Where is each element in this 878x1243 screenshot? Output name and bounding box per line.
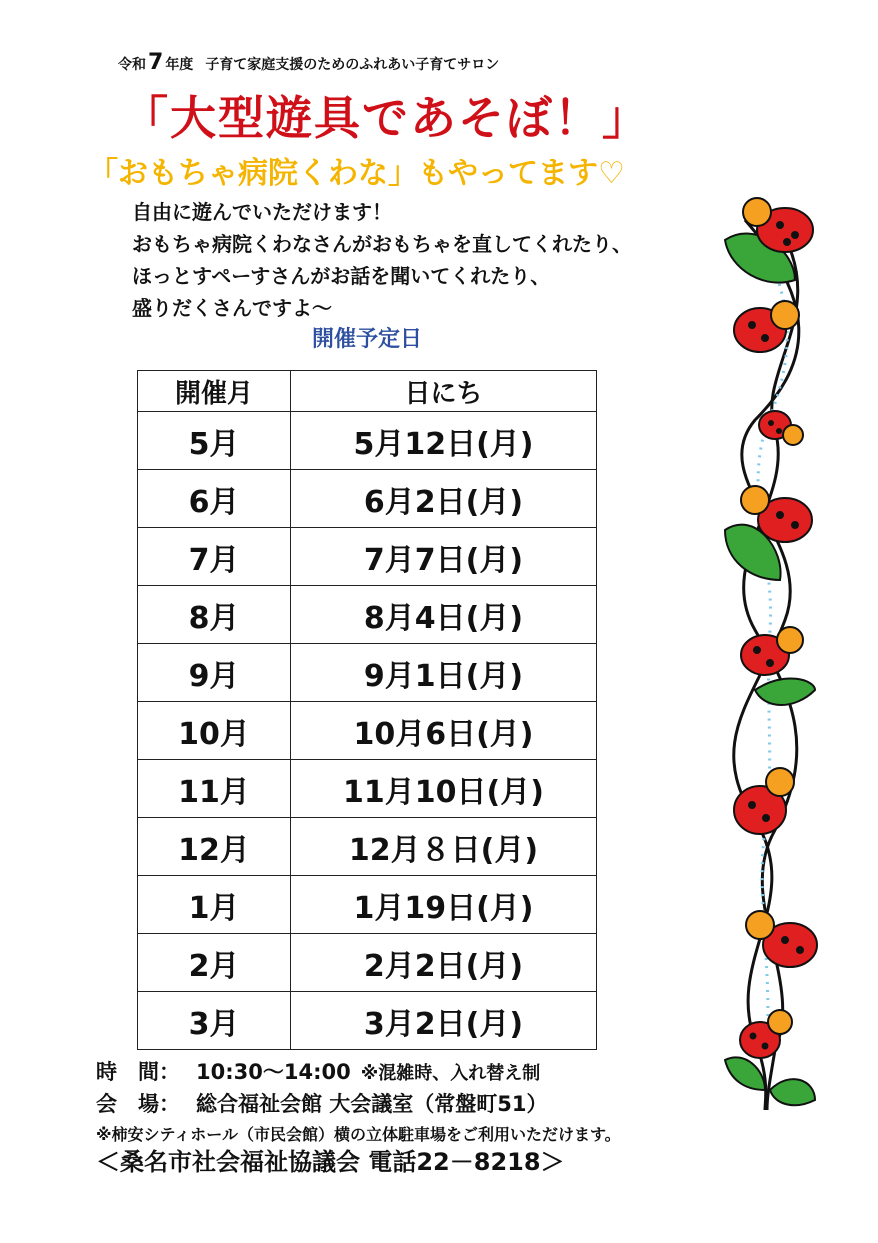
month-cell: 9月 bbox=[138, 644, 291, 702]
schedule-header-row bbox=[138, 371, 597, 412]
table-row bbox=[138, 818, 597, 876]
table-row bbox=[138, 934, 597, 992]
date-cell: 5月12日(月) bbox=[291, 412, 597, 470]
table-row bbox=[138, 412, 597, 470]
date-cell: 2月2日(月) bbox=[291, 934, 597, 992]
month-cell: 12月 bbox=[138, 818, 291, 876]
venue-label: 会 場： bbox=[96, 1092, 180, 1116]
header-year: 7 bbox=[148, 50, 164, 75]
date-cell: 10月6日(月) bbox=[291, 702, 597, 760]
month-cell: 8月 bbox=[138, 586, 291, 644]
description-line-1: 自由に遊んでいただけます！ bbox=[132, 200, 392, 224]
table-row bbox=[138, 992, 597, 1050]
header-date: 日にち bbox=[291, 371, 597, 412]
table-row bbox=[138, 760, 597, 818]
date-cell: 3月2日(月) bbox=[291, 992, 597, 1050]
table-row bbox=[138, 586, 597, 644]
month-cell: 7月 bbox=[138, 528, 291, 586]
page-subtitle: 「おもちゃ病院くわな」もやってます♡ bbox=[88, 156, 625, 191]
time-value: 10:30～14:00 bbox=[196, 1060, 351, 1084]
header-program: 子育て家庭支援のためのふれあい子育てサロン bbox=[205, 57, 500, 73]
date-cell: 9月1日(月) bbox=[291, 644, 597, 702]
date-cell: 8月4日(月) bbox=[291, 586, 597, 644]
description-line-3: ほっとすペーすさんがお話を聞いてくれたり、 bbox=[132, 264, 551, 288]
month-cell: 2月 bbox=[138, 934, 291, 992]
date-cell: 1月19日(月) bbox=[291, 876, 597, 934]
time-note: ※混雑時、入れ替え制 bbox=[360, 1063, 541, 1084]
date-cell: 12月８日(月) bbox=[291, 818, 597, 876]
header-program-line bbox=[118, 50, 499, 75]
date-cell: 11月10日(月) bbox=[291, 760, 597, 818]
table-row bbox=[138, 470, 597, 528]
venue-value: 総合福祉会館 大会議室（常盤町51） bbox=[196, 1092, 548, 1116]
ladybug-vine-icon bbox=[715, 180, 825, 1120]
description-line-4: 盛りだくさんですよ～ bbox=[132, 296, 332, 320]
month-cell: 11月 bbox=[138, 760, 291, 818]
table-row bbox=[138, 528, 597, 586]
schedule-table bbox=[137, 370, 597, 1050]
date-cell: 7月7日(月) bbox=[291, 528, 597, 586]
month-cell: 6月 bbox=[138, 470, 291, 528]
month-cell: 1月 bbox=[138, 876, 291, 934]
venue-info bbox=[96, 1088, 548, 1118]
table-row bbox=[138, 702, 597, 760]
month-cell: 5月 bbox=[138, 412, 291, 470]
table-row bbox=[138, 876, 597, 934]
table-row bbox=[138, 644, 597, 702]
time-info bbox=[96, 1056, 540, 1086]
header-year-suffix: 年度 bbox=[165, 57, 194, 73]
description-line-2: おもちゃ病院くわなさんがおもちゃを直してくれたり、 bbox=[132, 232, 632, 256]
page-title: 「大型遊具であそぼ！」 bbox=[122, 91, 650, 145]
header-month: 開催月 bbox=[138, 371, 291, 412]
month-cell: 10月 bbox=[138, 702, 291, 760]
parking-note: ※柿安シティホール（市民会館）横の立体駐車場をご利用いただけます。 bbox=[96, 1125, 621, 1144]
organizer-contact: ＜桑名市社会福祉協議会 電話22－8218＞ bbox=[96, 1148, 565, 1176]
time-label: 時 間： bbox=[96, 1060, 180, 1084]
date-cell: 6月2日(月) bbox=[291, 470, 597, 528]
month-cell: 3月 bbox=[138, 992, 291, 1050]
header-era: 令和 bbox=[118, 57, 146, 73]
schedule-label: 開催予定日 bbox=[312, 327, 423, 352]
